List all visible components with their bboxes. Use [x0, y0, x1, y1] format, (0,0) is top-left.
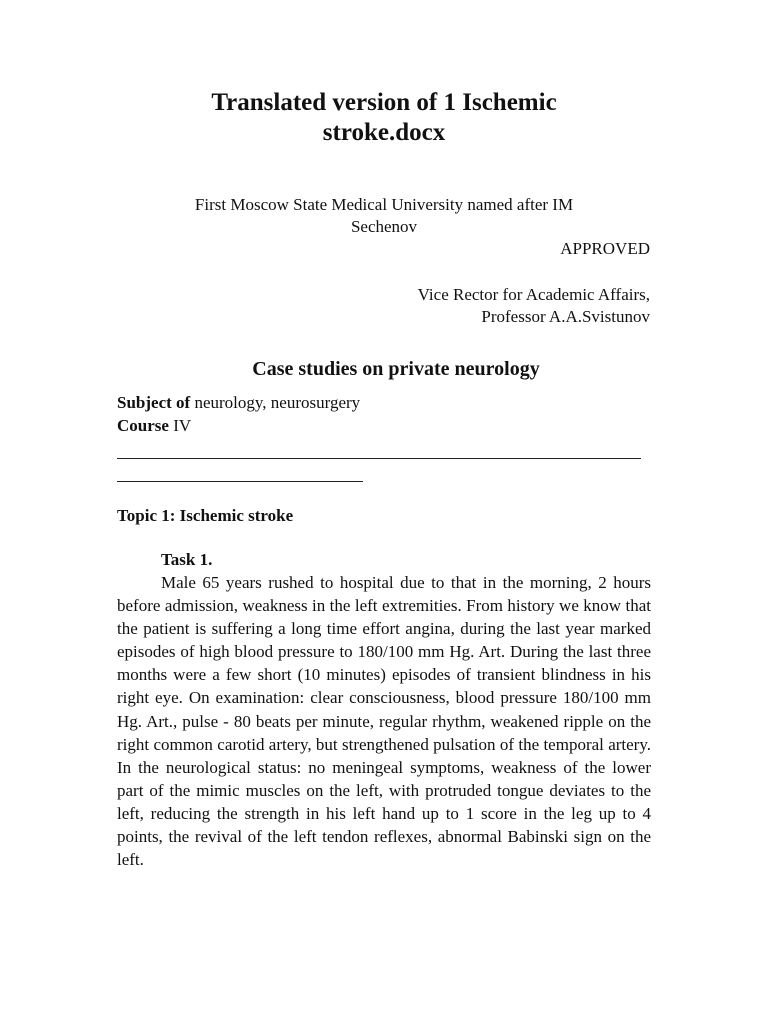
task-heading: Task 1.: [161, 550, 213, 569]
topic-heading: Topic 1: Ischemic stroke: [117, 506, 294, 525]
course-line: [117, 415, 191, 437]
subject-label: Subject of: [117, 393, 191, 412]
vice-rector-title: Vice Rector for Academic Affairs,: [417, 285, 650, 304]
task-description: Male 65 years rushed to hospital due to that in the morning, 2 hours before admission, weakness in the left extremities. From history we know that the patient is suffering a long time effort angina, during the last year marked episodes of high blood pressure to 180/100 mm Hg. Art. During the last three months were a few short (10 minutes) episodes of transient blindness in his right eye. On examination: clear consciousness, blood pressure 180/100 mm Hg. Art., pulse - 80 beats per minute, regular rhythm, weakened ripple on the right common carotid artery, but strengthened pulsation of the temporal artery. In the neurological status: no meningeal symptoms, weakness of the lower part of the mimic muscles on the left, with protruded tongue deviates to the left, reducing the strength in his left hand up to 1 score in the leg up to 4 points, the revival of the left tendon reflexes, abnormal Babinski sign on the left.: [117, 573, 651, 870]
university-name-line-2: Sechenov: [350, 217, 418, 236]
document-title-line-2: stroke.docx: [322, 119, 446, 146]
blank-underline-1: [117, 458, 641, 459]
course-label: Course: [117, 416, 169, 435]
vice-rector-block: [418, 284, 650, 328]
subject-line: [117, 392, 360, 414]
course-value: IV: [168, 416, 192, 435]
subject-value: neurology, neurosurgery: [190, 393, 361, 412]
approved-label: APPROVED: [560, 239, 650, 258]
university-name-line-1: First Moscow State Medical University named after IM: [194, 195, 574, 214]
university-name: [120, 194, 648, 238]
document-title: [100, 88, 668, 148]
document-title-line-1: Translated version of 1 Ischemic: [211, 89, 557, 116]
blank-underline-2: [117, 481, 363, 482]
vice-rector-name: Professor A.A.Svistunov: [481, 307, 650, 326]
case-studies-heading: Case studies on private neurology: [252, 358, 540, 380]
